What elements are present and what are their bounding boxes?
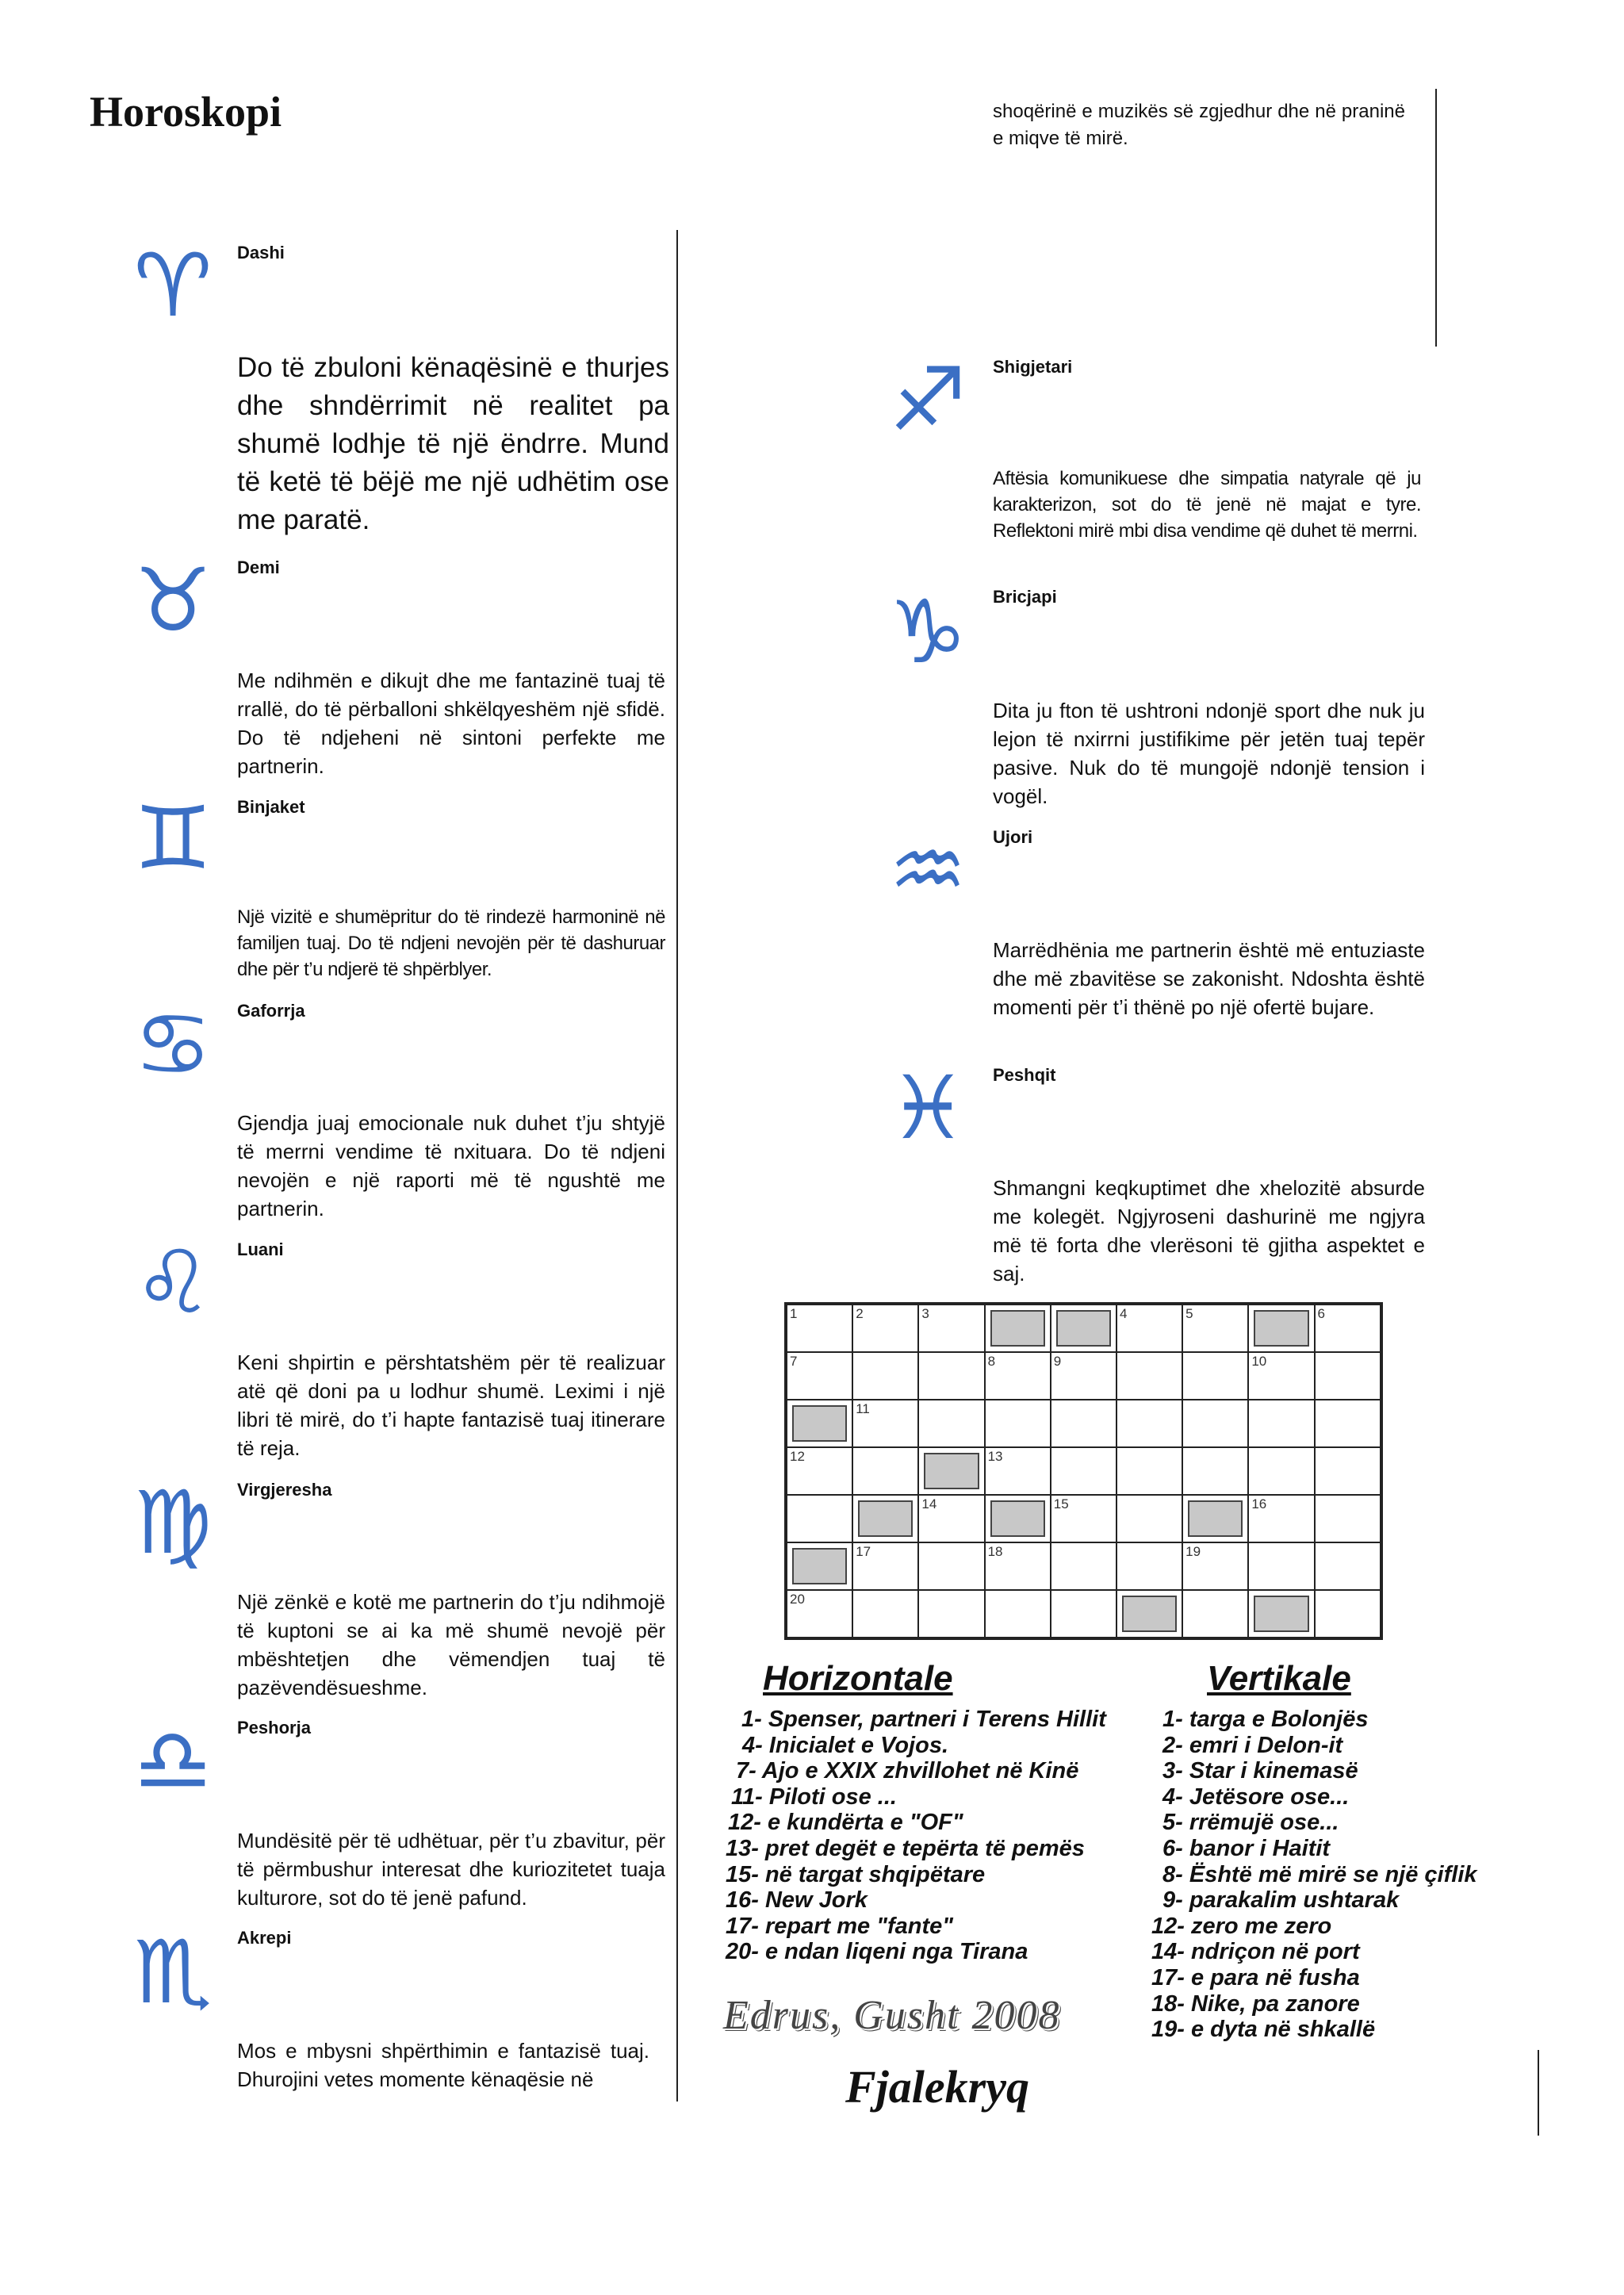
- cell-number: 11: [856, 1401, 870, 1416]
- cell-number: 7: [790, 1354, 798, 1369]
- crossword-cell[interactable]: [918, 1542, 984, 1590]
- crossword-cell[interactable]: [852, 1590, 918, 1638]
- crossword-cell[interactable]: [918, 1352, 984, 1400]
- cell-number: 2: [856, 1306, 864, 1321]
- sign-name: Peshqit: [993, 1065, 1056, 1085]
- crossword-block: [787, 1400, 852, 1447]
- crossword-cell[interactable]: [1315, 1590, 1381, 1638]
- horizontal-clue: 1- Spenser, partneri i Terens Hillit: [741, 1707, 1106, 1732]
- vertical-clue: 19- e dyta në shkallë: [1151, 2017, 1376, 2043]
- vertical-clue: 5- rrëmujë ose...: [1162, 1810, 1339, 1836]
- vertical-clue: 17- e para në fusha: [1151, 1965, 1360, 1990]
- crossword-cell[interactable]: [1315, 1495, 1381, 1542]
- crossword-cell[interactable]: [1315, 1542, 1381, 1590]
- sagittarius-icon: [880, 351, 975, 446]
- sign-text: Me ndihmën e dikujt dhe me fantazinë tuaj të rrallë, do të përballoni shkëlqyeshëm një sfidë. Do të ndjeheni në sintoni perfekte me partnerin.: [237, 669, 665, 778]
- horizontal-clue: 13- pret degët e tepërta të pemës: [726, 1836, 1085, 1861]
- crossword-cell[interactable]: [918, 1400, 984, 1447]
- cell-number: 12: [790, 1449, 805, 1464]
- crossword-cell[interactable]: [1182, 1590, 1248, 1638]
- column-divider: [676, 230, 678, 2102]
- crossword-cell[interactable]: [1116, 1447, 1182, 1495]
- crossword-cell[interactable]: [985, 1352, 1051, 1400]
- gemini-icon: [125, 789, 220, 884]
- crossword-block: [1051, 1305, 1116, 1352]
- cell-number: 19: [1185, 1544, 1201, 1559]
- crossword-cell[interactable]: [1248, 1352, 1314, 1400]
- crossword-cell[interactable]: [1051, 1542, 1116, 1590]
- svg-text:♎: ♎: [133, 1711, 213, 1806]
- crossword-grid: [784, 1302, 1383, 1640]
- sign-text: Shmangni keqkuptimet dhe xhelozitë absurde me kolegët. Ngjyroseni dashurinë me ngjyra më të forta dhe vlerësoni të gjitha aspektet e saj.: [993, 1176, 1425, 1285]
- crossword-title: Fjalekryq: [845, 2061, 1029, 2113]
- sign-name: Luani: [237, 1239, 284, 1259]
- crossword-cell[interactable]: [1051, 1400, 1116, 1447]
- crossword-cell[interactable]: [985, 1590, 1051, 1638]
- crossword-cell[interactable]: [1051, 1447, 1116, 1495]
- crossword-cell[interactable]: [1116, 1305, 1182, 1352]
- sign-text: Marrëdhënia me partnerin është më entuziaste dhe më zbavitëse se zakonisht. Ndoshta është momenti për t’i thënë po një ofertë bujare.: [993, 938, 1425, 1019]
- cell-number: 9: [1053, 1354, 1062, 1369]
- leo-icon: [125, 1233, 220, 1328]
- sign-name: Dashi: [237, 243, 285, 262]
- crossword-block: [1248, 1590, 1314, 1638]
- vertical-clue: 9- parakalim ushtarak: [1162, 1887, 1400, 1914]
- crossword-cell[interactable]: [787, 1495, 852, 1542]
- crossword-cell[interactable]: [1248, 1495, 1314, 1542]
- horizontal-clue: 15- në targat shqipëtare: [726, 1861, 986, 1887]
- virgo-icon: [125, 1473, 220, 1569]
- vertical-clue: 12- zero me zero: [1151, 1913, 1332, 1939]
- sign-text: Aftësia komunikuese dhe simpatia natyrale që ju karakterizon, sot do të jenë në majat e tyre. Reflektoni mirë mbi disa vendime që duhet të merrni.: [993, 468, 1421, 542]
- svg-text:♉: ♉: [133, 551, 213, 646]
- cell-number: 6: [1317, 1306, 1325, 1321]
- cancer-icon: [125, 995, 220, 1090]
- sign-text: Dita ju fton të ushtroni ndonjë sport dhe nuk ju lejon të nxirrni justifikime për jetën tuaj tepër pasive. Nuk do të mungojë ndonjë tension i vogël.: [993, 699, 1425, 808]
- libra-icon: [125, 1711, 220, 1806]
- crossword-block: [1182, 1495, 1248, 1542]
- sign-text-continued: shoqërinë e muzikës së zgjedhur dhe në praninë e miqve të mirë.: [993, 101, 1405, 149]
- svg-text:♊: ♊: [133, 789, 213, 884]
- crossword-cell[interactable]: [852, 1447, 918, 1495]
- crossword-block: [787, 1542, 852, 1590]
- svg-text:♑: ♑: [888, 583, 967, 678]
- crossword-cell[interactable]: [985, 1447, 1051, 1495]
- crossword-block: [985, 1495, 1051, 1542]
- crossword-block: [1248, 1305, 1314, 1352]
- crossword-cell[interactable]: [1051, 1495, 1116, 1542]
- sign-name: Ujori: [993, 827, 1033, 847]
- crossword-block: [918, 1447, 984, 1495]
- crossword-cell[interactable]: [985, 1400, 1051, 1447]
- crossword-cell[interactable]: [1182, 1305, 1248, 1352]
- crossword-block: [1116, 1590, 1182, 1638]
- crossword-cell[interactable]: [1315, 1352, 1381, 1400]
- scorpio-icon: [125, 1923, 220, 2018]
- sign-name: Binjaket: [237, 797, 305, 817]
- svg-text:♋: ♋: [133, 995, 213, 1090]
- cell-number: 5: [1185, 1306, 1193, 1321]
- sign-name: Peshorja: [237, 1718, 311, 1738]
- sign-text: Mos e mbysni shpërthimin e fantazisë tuaj. Dhurojini vetes momente kënaqësie në: [237, 2039, 649, 2091]
- svg-text:♍: ♍: [133, 1473, 213, 1569]
- taurus-icon: [125, 551, 220, 646]
- signature: Edrus, Gusht 2008: [723, 1993, 1061, 2038]
- svg-text:♈: ♈: [133, 236, 213, 331]
- sign-name: Bricjapi: [993, 587, 1057, 607]
- crossword-cell[interactable]: [918, 1495, 984, 1542]
- crossword-cell[interactable]: [1182, 1400, 1248, 1447]
- crossword-cell[interactable]: [1248, 1542, 1314, 1590]
- sign-text: Një vizitë e shumëpritur do të rindezë harmoninë në familjen tuaj. Do të ndjeni nevojën për të dashuruar dhe për t’u ndjerë të shpërblyer.: [237, 906, 665, 980]
- cell-number: 15: [1053, 1496, 1069, 1511]
- capricorn-icon: [880, 583, 975, 678]
- horizontal-clue: 7- Ajo e XXIX zhvillohet në Kinë: [736, 1758, 1079, 1784]
- page-title: Horoskopi: [90, 88, 282, 136]
- vertical-clue: 6- banor i Haitit: [1162, 1836, 1331, 1861]
- crossword-block: [852, 1495, 918, 1542]
- crossword-cell[interactable]: [852, 1305, 918, 1352]
- crossword-cell[interactable]: [852, 1542, 918, 1590]
- crossword-cell[interactable]: [918, 1590, 984, 1638]
- cell-number: 20: [790, 1592, 805, 1607]
- sign-name: Demi: [237, 557, 280, 577]
- sign-text: Një zënkë e kotë me partnerin do t’ju ndihmojë të kuptoni se ai ka më shumë nevojë për mbështetjen dhe vëmendjen tuaj të pazëvendësueshme.: [237, 1590, 665, 1699]
- vertical-clue: 18- Nike, pa zanore: [1151, 1990, 1360, 2017]
- cell-number: 10: [1251, 1354, 1267, 1369]
- crossword-cell[interactable]: [1315, 1400, 1381, 1447]
- vertical-clue: 4- Jetësore ose...: [1162, 1784, 1350, 1810]
- aries-icon: [125, 236, 220, 331]
- sign-text: Mundësitë për të udhëtuar, për t’u zbavitur, për të përmbushur interesat dhe kuriozitetet tuaja kulturore, sot do të jenë pafund.: [237, 1829, 665, 1910]
- horizontal-clue: 12- e kundërta e "OF": [728, 1810, 963, 1836]
- sign-text: Do të zbuloni kënaqësinë e thurjes dhe shndërrimit në realitet pa shumë lodhje të një ëndrre. Mund të ketë të bëjë me një udhëtim ose me paratë.: [237, 352, 669, 535]
- sign-name: Shigjetari: [993, 357, 1073, 377]
- crossword-cell[interactable]: [1248, 1447, 1314, 1495]
- cell-number: 17: [856, 1544, 871, 1559]
- crossword-cell[interactable]: [1182, 1352, 1248, 1400]
- horizontal-clue: 4- Inicialet e Vojos.: [742, 1732, 949, 1758]
- pisces-icon: [880, 1059, 975, 1154]
- horizontal-clue: 11- Piloti ose ...: [731, 1784, 897, 1810]
- crossword-cell[interactable]: [1116, 1542, 1182, 1590]
- crossword-cell[interactable]: [787, 1305, 852, 1352]
- column-divider: [1435, 89, 1437, 347]
- crossword-cell[interactable]: [787, 1352, 852, 1400]
- crossword-cell[interactable]: [852, 1352, 918, 1400]
- vertical-clue: 14- ndriçon në port: [1151, 1939, 1360, 1965]
- crossword-cell[interactable]: [1116, 1400, 1182, 1447]
- horizontal-clue: 16- New Jork: [726, 1887, 868, 1914]
- horizontal-clue: 20- e ndan liqeni nga Tirana: [726, 1939, 1028, 1965]
- svg-text:♏: ♏: [133, 1923, 213, 2018]
- crossword-cell[interactable]: [1051, 1590, 1116, 1638]
- crossword-cell[interactable]: [787, 1590, 852, 1638]
- crossword-cell[interactable]: [1315, 1305, 1381, 1352]
- svg-text:♐: ♐: [888, 351, 967, 446]
- horizontal-clue: 17- repart me "fante": [726, 1913, 953, 1939]
- crossword-cell[interactable]: [852, 1400, 918, 1447]
- crossword-cell[interactable]: [1116, 1495, 1182, 1542]
- cell-number: 13: [987, 1449, 1003, 1464]
- crossword-cell[interactable]: [918, 1305, 984, 1352]
- cell-number: 1: [790, 1306, 798, 1321]
- crossword-cell[interactable]: [787, 1447, 852, 1495]
- cell-number: 3: [921, 1306, 929, 1321]
- cell-number: 8: [987, 1354, 996, 1369]
- svg-text:♌: ♌: [133, 1233, 213, 1328]
- cell-number: 16: [1251, 1496, 1267, 1511]
- horizontal-clues-title: Horizontale: [763, 1659, 953, 1698]
- vertical-clue: 3- Star i kinemasë: [1162, 1758, 1358, 1784]
- crossword-block: [985, 1305, 1051, 1352]
- crossword-cell[interactable]: [985, 1542, 1051, 1590]
- crossword-cell[interactable]: [1182, 1542, 1248, 1590]
- cell-number: 4: [1119, 1306, 1128, 1321]
- svg-text:♒: ♒: [888, 821, 967, 916]
- column-divider: [1538, 2050, 1539, 2136]
- cell-number: 14: [921, 1496, 937, 1511]
- sign-text: Gjendja juaj emocionale nuk duhet t’ju shtyjë të merrni vendime të nxituara. Do të ndjeni nevojën e një raporti më të ngushtë me partnerin.: [237, 1111, 665, 1220]
- aquarius-icon: [880, 821, 975, 916]
- cell-number: 18: [987, 1544, 1003, 1559]
- sign-text: Keni shpirtin e përshtatshëm për të realizuar atë që doni pa u lodhur shumë. Leximi i një libri të mirë, do t’i hapte fantazisë tuaj itinerare të reja.: [237, 1351, 665, 1460]
- crossword-cell[interactable]: [1315, 1447, 1381, 1495]
- vertical-clue: 8- Është më mirë se një çiflik: [1162, 1861, 1477, 1887]
- crossword-cell[interactable]: [1248, 1400, 1314, 1447]
- vertical-clue: 1- targa e Bolonjës: [1162, 1707, 1369, 1732]
- crossword-cell[interactable]: [1182, 1447, 1248, 1495]
- sign-name: Akrepi: [237, 1928, 292, 1948]
- sign-name: Virgjeresha: [237, 1480, 332, 1500]
- crossword-cell[interactable]: [1116, 1352, 1182, 1400]
- crossword-cell[interactable]: [1051, 1352, 1116, 1400]
- vertical-clue: 2- emri i Delon-it: [1162, 1732, 1343, 1758]
- sign-name: Gaforrja: [237, 1001, 305, 1021]
- vertical-clues-title: Vertikale: [1207, 1659, 1351, 1698]
- svg-text:♓: ♓: [888, 1059, 967, 1154]
